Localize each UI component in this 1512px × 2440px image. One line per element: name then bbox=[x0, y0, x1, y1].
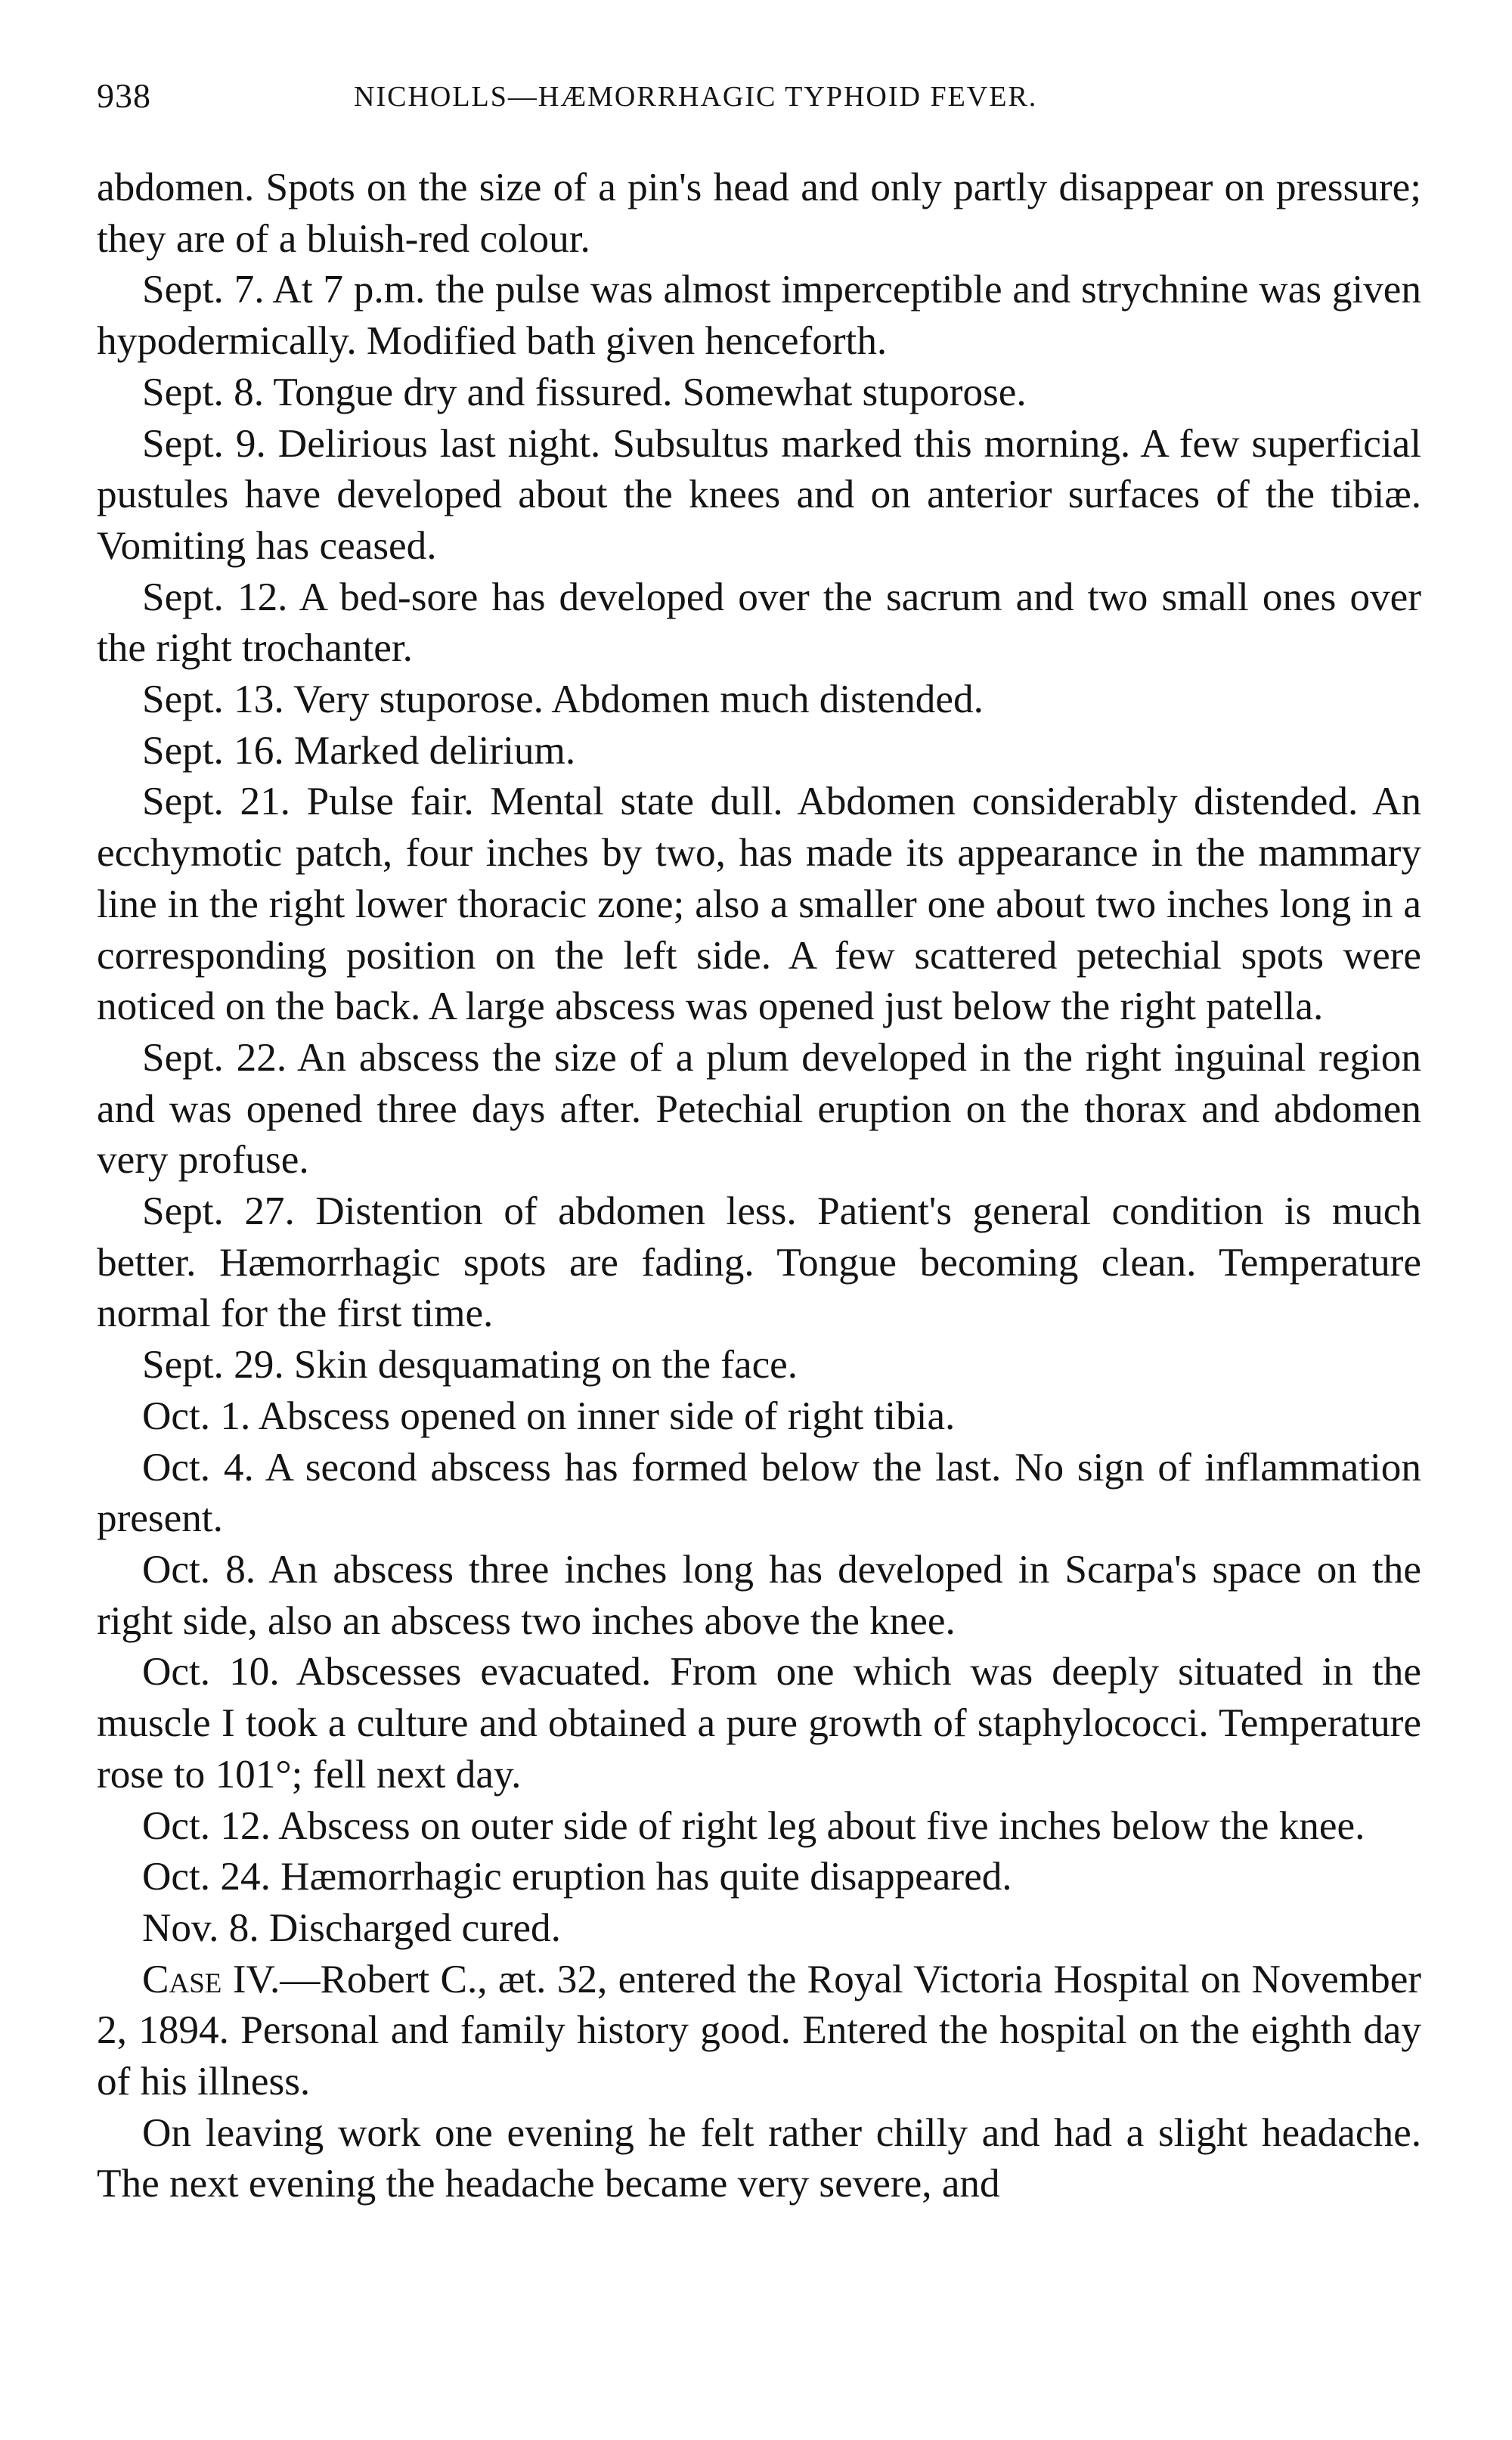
paragraph-sept-27 bbox=[97, 1186, 1421, 1339]
paragraph-text: Nov. 8. Discharged cured. bbox=[142, 1905, 561, 1950]
paragraph-text: Oct. 1. Abscess opened on inner side of right tibia. bbox=[142, 1393, 956, 1438]
paragraph-oct-10 bbox=[97, 1646, 1421, 1800]
paragraph-text: Sept. 12. A bed-sore has developed over the sacrum and two small ones over the right trochanter. bbox=[97, 574, 1421, 671]
case-heading: Case IV. bbox=[142, 1956, 280, 2001]
paragraph-history bbox=[97, 2107, 1421, 2209]
document-page bbox=[97, 76, 1421, 2209]
paragraph-case-iv bbox=[97, 1954, 1421, 2107]
body-text bbox=[97, 162, 1421, 2209]
paragraph-text: Sept. 29. Skin desquamating on the face. bbox=[142, 1342, 798, 1387]
paragraph-sept-22 bbox=[97, 1032, 1421, 1186]
paragraph-continuation bbox=[97, 162, 1421, 264]
paragraph-text: Sept. 8. Tongue dry and fissured. Somewhat stuporose. bbox=[142, 369, 1027, 414]
paragraph-text: Sept. 13. Very stuporose. Abdomen much distended. bbox=[142, 677, 984, 722]
paragraph-text: Sept. 22. An abscess the size of a plum developed in the right inguinal region and was opened three days after. Petechial eruption on the thorax and abdomen very profuse. bbox=[97, 1034, 1421, 1183]
paragraph-text: Sept. 9. Delirious last night. Subsultus marked this morning. A few superficial pustules have developed about the knees and on anterior surfaces of the tibiæ. Vomiting has ceased. bbox=[97, 420, 1421, 568]
running-head: NICHOLLS—HÆMORRHAGIC TYPHOID FEVER. bbox=[354, 81, 1038, 113]
paragraph-sept-21 bbox=[97, 776, 1421, 1032]
paragraph-sept-12 bbox=[97, 572, 1421, 674]
page-number: 938 bbox=[97, 76, 151, 115]
paragraph-text: Sept. 16. Marked delirium. bbox=[142, 727, 576, 773]
paragraph-sept-8 bbox=[97, 367, 1421, 418]
paragraph-nov-8 bbox=[97, 1902, 1421, 1954]
paragraph-text: Oct. 8. An abscess three inches long has developed in Scarpa's space on the right side, also an abscess two inches above the knee. bbox=[97, 1546, 1421, 1643]
paragraph-text: Sept. 7. At 7 p.m. the pulse was almost imperceptible and strychnine was given hypodermically. Modified bath given henceforth. bbox=[97, 267, 1421, 364]
paragraph-oct-12 bbox=[97, 1800, 1421, 1852]
paragraph-oct-4 bbox=[97, 1442, 1421, 1544]
paragraph-text: On leaving work one evening he felt rather chilly and had a slight headache. The next evening the headache became very severe, and bbox=[97, 2110, 1421, 2206]
paragraph-text: Oct. 4. A second abscess has formed below the last. No sign of inflammation present. bbox=[97, 1444, 1421, 1541]
paragraph-text: Oct. 24. Hæmorrhagic eruption has quite disappeared. bbox=[142, 1854, 1012, 1899]
paragraph-text: Sept. 27. Distention of abdomen less. Patient's general condition is much better. Hæmorrhagic spots are fading. Tongue becoming clean. Temperature normal for the first time. bbox=[97, 1189, 1421, 1336]
page-header bbox=[97, 76, 1421, 129]
paragraph-text: Oct. 12. Abscess on outer side of right leg about five inches below the knee. bbox=[142, 1803, 1365, 1848]
paragraph-sept-7 bbox=[97, 264, 1421, 366]
paragraph-sept-29 bbox=[97, 1339, 1421, 1391]
paragraph-text: abdomen. Spots on the size of a pin's head and only partly disappear on pressure; they are of a bluish-red colour. bbox=[97, 165, 1421, 261]
paragraph-oct-8 bbox=[97, 1544, 1421, 1646]
paragraph-sept-13 bbox=[97, 674, 1421, 725]
paragraph-text: —Robert C., æt. 32, entered the Royal Victoria Hospital on November 2, 1894. Personal and family history good. Entered the hospital on the eighth day of his illness. bbox=[97, 1956, 1422, 2104]
paragraph-sept-16 bbox=[97, 725, 1421, 777]
paragraph-sept-9 bbox=[97, 418, 1421, 572]
paragraph-text: Sept. 21. Pulse fair. Mental state dull. Abdomen considerably distended. An ecchymotic patch, four inches by two, has made its appearance in the mammary line in the right lower thoracic zone; also a smaller one about two inches long in a corresponding position on the left side. A few scattered petechial spots were noticed on the back. A large abscess was opened just below the right patella. bbox=[97, 779, 1421, 1029]
paragraph-text: Oct. 10. Abscesses evacuated. From one which was deeply situated in the muscle I took a culture and obtained a pure growth of staphylococci. Temperature rose to 101°; fell next day. bbox=[97, 1649, 1421, 1797]
paragraph-oct-24 bbox=[97, 1851, 1421, 1902]
paragraph-oct-1 bbox=[97, 1391, 1421, 1442]
